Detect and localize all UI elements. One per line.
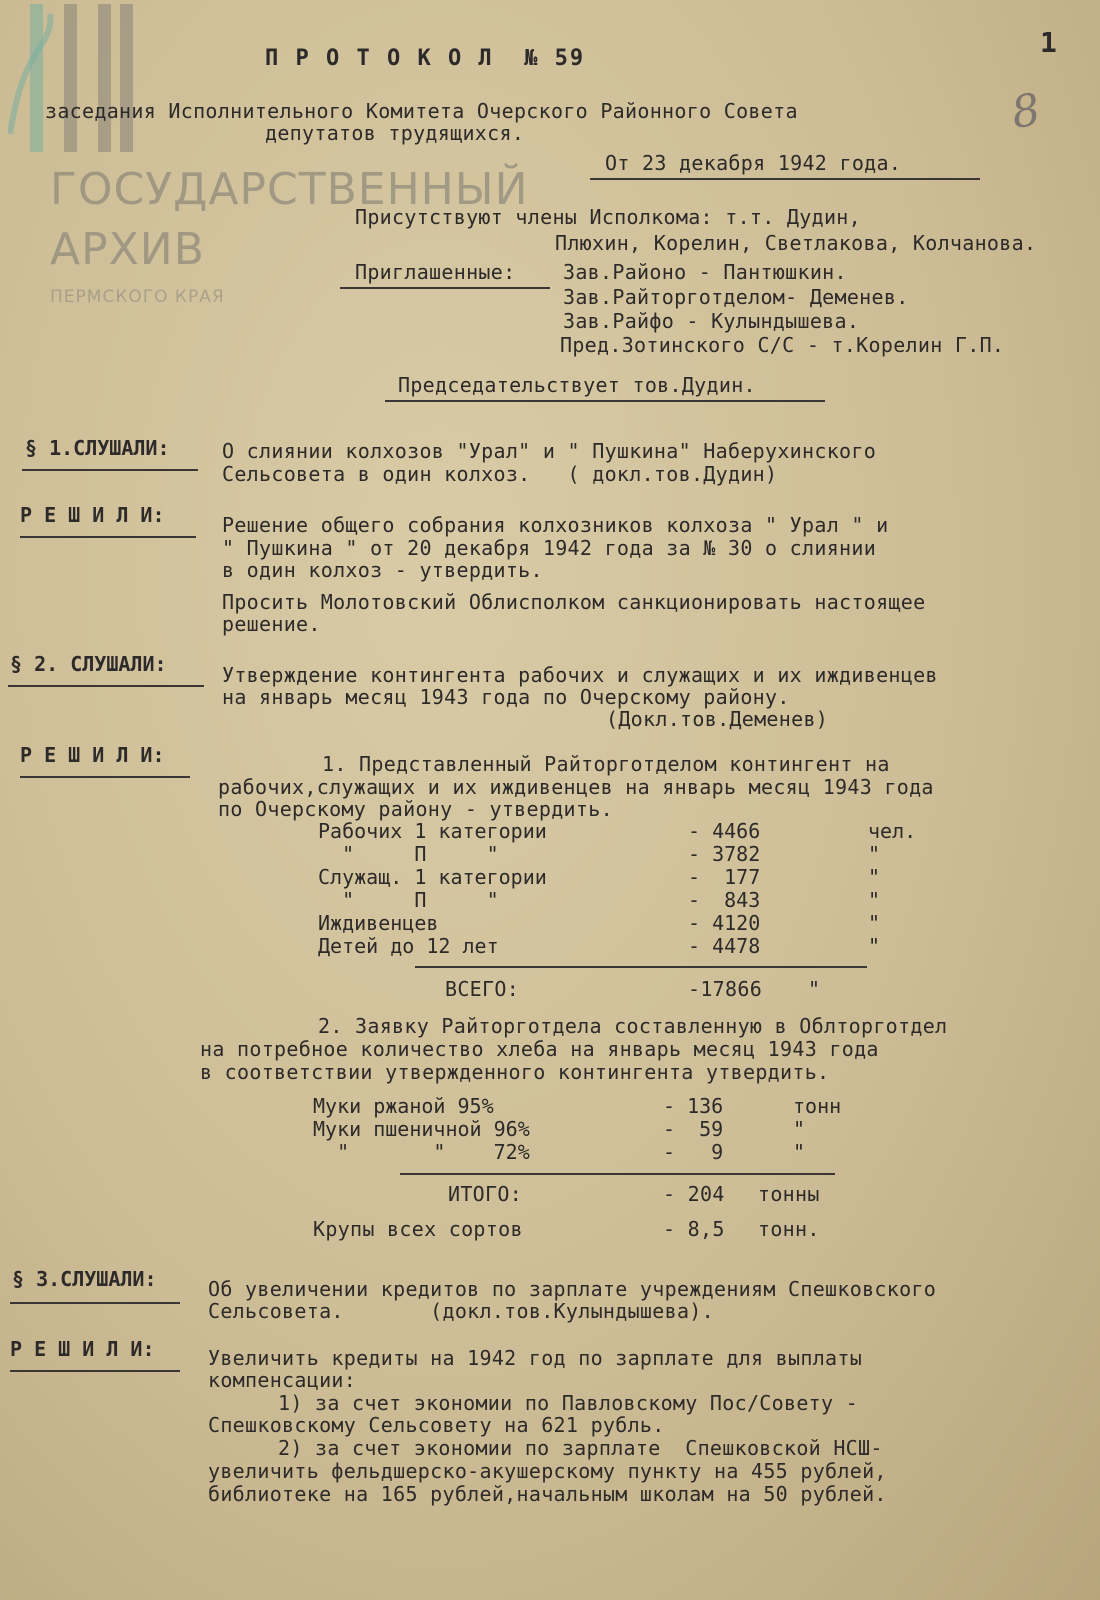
contingent-value: - 4120 <box>688 911 761 935</box>
section1-decision-text: решение. <box>222 612 321 636</box>
bread-value: - 59 <box>663 1117 724 1141</box>
contingent-category: " П " <box>318 842 499 866</box>
contingent-total-unit: " <box>808 977 821 1001</box>
section2-decision-text: на потребное количество хлеба на январь месяц 1943 года <box>200 1037 879 1061</box>
section3-heard-underline <box>10 1302 180 1304</box>
present-line2: Плюхин, Корелин, Светлакова, Колчанова. <box>555 231 1037 255</box>
invited-item: Зав.Райторготделом- Деменев. <box>563 285 909 309</box>
contingent-category: Служащ. 1 категории <box>318 865 547 889</box>
contingent-unit: чел. <box>868 819 917 843</box>
section3-decision-text: 2) за счет экономии по зарплате Спешковской НСШ- <box>278 1436 883 1460</box>
bread-total-value: - 204 <box>663 1182 725 1206</box>
date-underline <box>590 178 980 180</box>
section3-decision-text: компенсации: <box>208 1368 357 1392</box>
section1-decided-underline <box>20 536 196 538</box>
chairman-line: Председательствует тов.Дудин. <box>398 373 756 397</box>
contingent-row <box>318 912 916 935</box>
bread-value: - 9 <box>663 1140 724 1164</box>
invited-label: Приглашенные: <box>355 260 516 284</box>
section2-heard-label: § 2. СЛУШАЛИ: <box>10 652 167 676</box>
section3-decision-text: Спешковскому Сельсовету на 621 рубль. <box>208 1413 665 1437</box>
section2-heard-text: (Докл.тов.Деменев) <box>606 707 829 731</box>
section1-heard-label: § 1.СЛУШАЛИ: <box>25 436 170 460</box>
section3-decided-label: Р Е Ш И Л И: <box>10 1337 155 1361</box>
contingent-row <box>318 843 916 866</box>
section1-decision-text: в один колхоз - утвердить. <box>222 558 543 582</box>
invited-item: Зав.Райфо - Кулындышева. <box>563 309 860 333</box>
bread-total-label: ИТОГО: <box>448 1182 523 1206</box>
section3-decision-text: библиотеке на 165 рублей,начальным школам на 50 рублей. <box>208 1482 887 1506</box>
protocol-title: П Р О Т О К О Л № 59 <box>265 46 586 71</box>
section3-heard-text: Сельсовета. (докл.тов.Кулындышева). <box>208 1299 714 1323</box>
bread-item: Муки ржаной 95% <box>313 1094 494 1118</box>
section1-decision-text: " Пушкина " от 20 декабря 1942 года за № 30 о слиянии <box>222 536 877 560</box>
bread-table <box>313 1095 841 1164</box>
handwritten-mark: 8 <box>1007 83 1045 140</box>
invited-item: Зав.Районо - Пантюшкин. <box>563 260 847 284</box>
contingent-unit: " <box>868 842 881 866</box>
archive-logo-icon <box>8 4 138 158</box>
groats-value: - 8,5 <box>663 1217 725 1241</box>
section1-heard-text: Сельсовета в один колхоз. ( докл.тов.Дудин) <box>222 462 778 486</box>
watermark-archive-name: ГОСУДАРСТВЕННЫЙ <box>50 164 529 215</box>
contingent-row <box>318 935 916 958</box>
section3-heard-label: § 3.СЛУШАЛИ: <box>12 1267 157 1291</box>
section1-decision-text: Просить Молотовский Облисполком санкционировать настоящее <box>222 590 926 614</box>
contingent-value: - 177 <box>688 865 761 889</box>
protocol-subtitle-line1: заседания Исполнительного Комитета Очерского Районного Совета <box>45 99 798 123</box>
section2-decided-label: Р Е Ш И Л И: <box>20 743 165 767</box>
contingent-table <box>318 820 916 958</box>
bread-value: - 136 <box>663 1094 724 1118</box>
section3-heard-text: Об увеличении кредитов по зарплате учреждениям Спешковского <box>208 1277 937 1301</box>
present-line1: Присутствуют члены Исполкома: т.т. Дудин, <box>355 205 861 229</box>
groats-unit: тонн. <box>758 1217 820 1241</box>
contingent-unit: " <box>868 934 881 958</box>
section2-heard-underline <box>8 685 204 687</box>
watermark-region: ПЕРМСКОГО КРАЯ <box>50 287 225 307</box>
contingent-row <box>318 820 916 843</box>
contingent-value: - 4478 <box>688 934 761 958</box>
contingent-value: - 4466 <box>688 819 761 843</box>
page-number: 1 <box>1040 26 1058 59</box>
section1-heard-underline <box>22 469 198 471</box>
contingent-category: Рабочих 1 категории <box>318 819 547 843</box>
section2-decision-text: рабочих,служащих и их иждивенцев на январь месяц 1943 года <box>218 775 934 799</box>
section3-decided-underline <box>10 1370 180 1372</box>
protocol-date: От 23 декабря 1942 года. <box>605 151 902 175</box>
section3-decision-text: увеличить фельдшерско-акушерскому пункту на 455 рублей, <box>208 1459 887 1483</box>
bread-item: " " 72% <box>313 1140 530 1164</box>
bread-unit: " <box>793 1140 806 1164</box>
bread-unit: тонн <box>793 1094 842 1118</box>
contingent-unit: " <box>868 888 881 912</box>
section3-decision-text: 1) за счет экономии по Павловскому Пос/Совету - <box>278 1391 859 1415</box>
watermark-archive-word: АРХИВ <box>50 224 205 275</box>
contingent-unit: " <box>868 911 881 935</box>
contingent-unit: " <box>868 865 881 889</box>
bread-item: Муки пшеничной 96% <box>313 1117 530 1141</box>
section1-heard-text: О слиянии колхозов "Урал" и " Пушкина" Наберухинского <box>222 439 877 463</box>
bread-unit: " <box>793 1117 806 1141</box>
section2-decision-text: в соответствии утвержденного контингента утвердить. <box>200 1060 830 1084</box>
contingent-category: Детей до 12 лет <box>318 934 499 958</box>
contingent-category: Иждивенцев <box>318 911 439 935</box>
contingent-value: - 843 <box>688 888 761 912</box>
contingent-category: " П " <box>318 888 499 912</box>
bread-row <box>313 1141 841 1164</box>
invited-underline <box>340 287 550 289</box>
section2-decision-text: 1. Представленный Райторготделом контингент на <box>322 752 890 776</box>
invited-item: Пред.Зотинского С/С - т.Корелин Г.П. <box>560 333 1005 357</box>
section1-decision-text: Решение общего собрания колхозников колхоза " Урал " и <box>222 513 889 537</box>
section2-heard-text: Утверждение контингента рабочих и служащих и их иждивенцев <box>222 663 938 687</box>
section2-decision-text: по Очерскому району - утвердить. <box>218 797 613 821</box>
contingent-row <box>318 866 916 889</box>
bread-total-unit: тонны <box>758 1182 820 1206</box>
bread-row <box>313 1118 841 1141</box>
bread-total-rule <box>400 1173 835 1175</box>
contingent-total-label: ВСЕГО: <box>445 977 520 1001</box>
section2-decision-text: 2. Заявку Райторготдела составленную в Облторготдел <box>318 1014 948 1038</box>
bread-row <box>313 1095 841 1118</box>
section1-decided-label: Р Е Ш И Л И: <box>20 503 165 527</box>
contingent-row <box>318 889 916 912</box>
protocol-subtitle-line2: депутатов трудящихся. <box>265 121 525 145</box>
contingent-total-value: -17866 <box>688 977 763 1001</box>
chairman-underline <box>385 400 825 402</box>
section2-decided-underline <box>20 776 190 778</box>
contingent-value: - 3782 <box>688 842 761 866</box>
section2-heard-text: на январь месяц 1943 года по Очерскому району. <box>222 685 790 709</box>
section3-decision-text: Увеличить кредиты на 1942 год по зарплате для выплаты <box>208 1346 863 1370</box>
groats-item: Крупы всех сортов <box>313 1217 523 1241</box>
contingent-total-rule <box>415 966 867 968</box>
